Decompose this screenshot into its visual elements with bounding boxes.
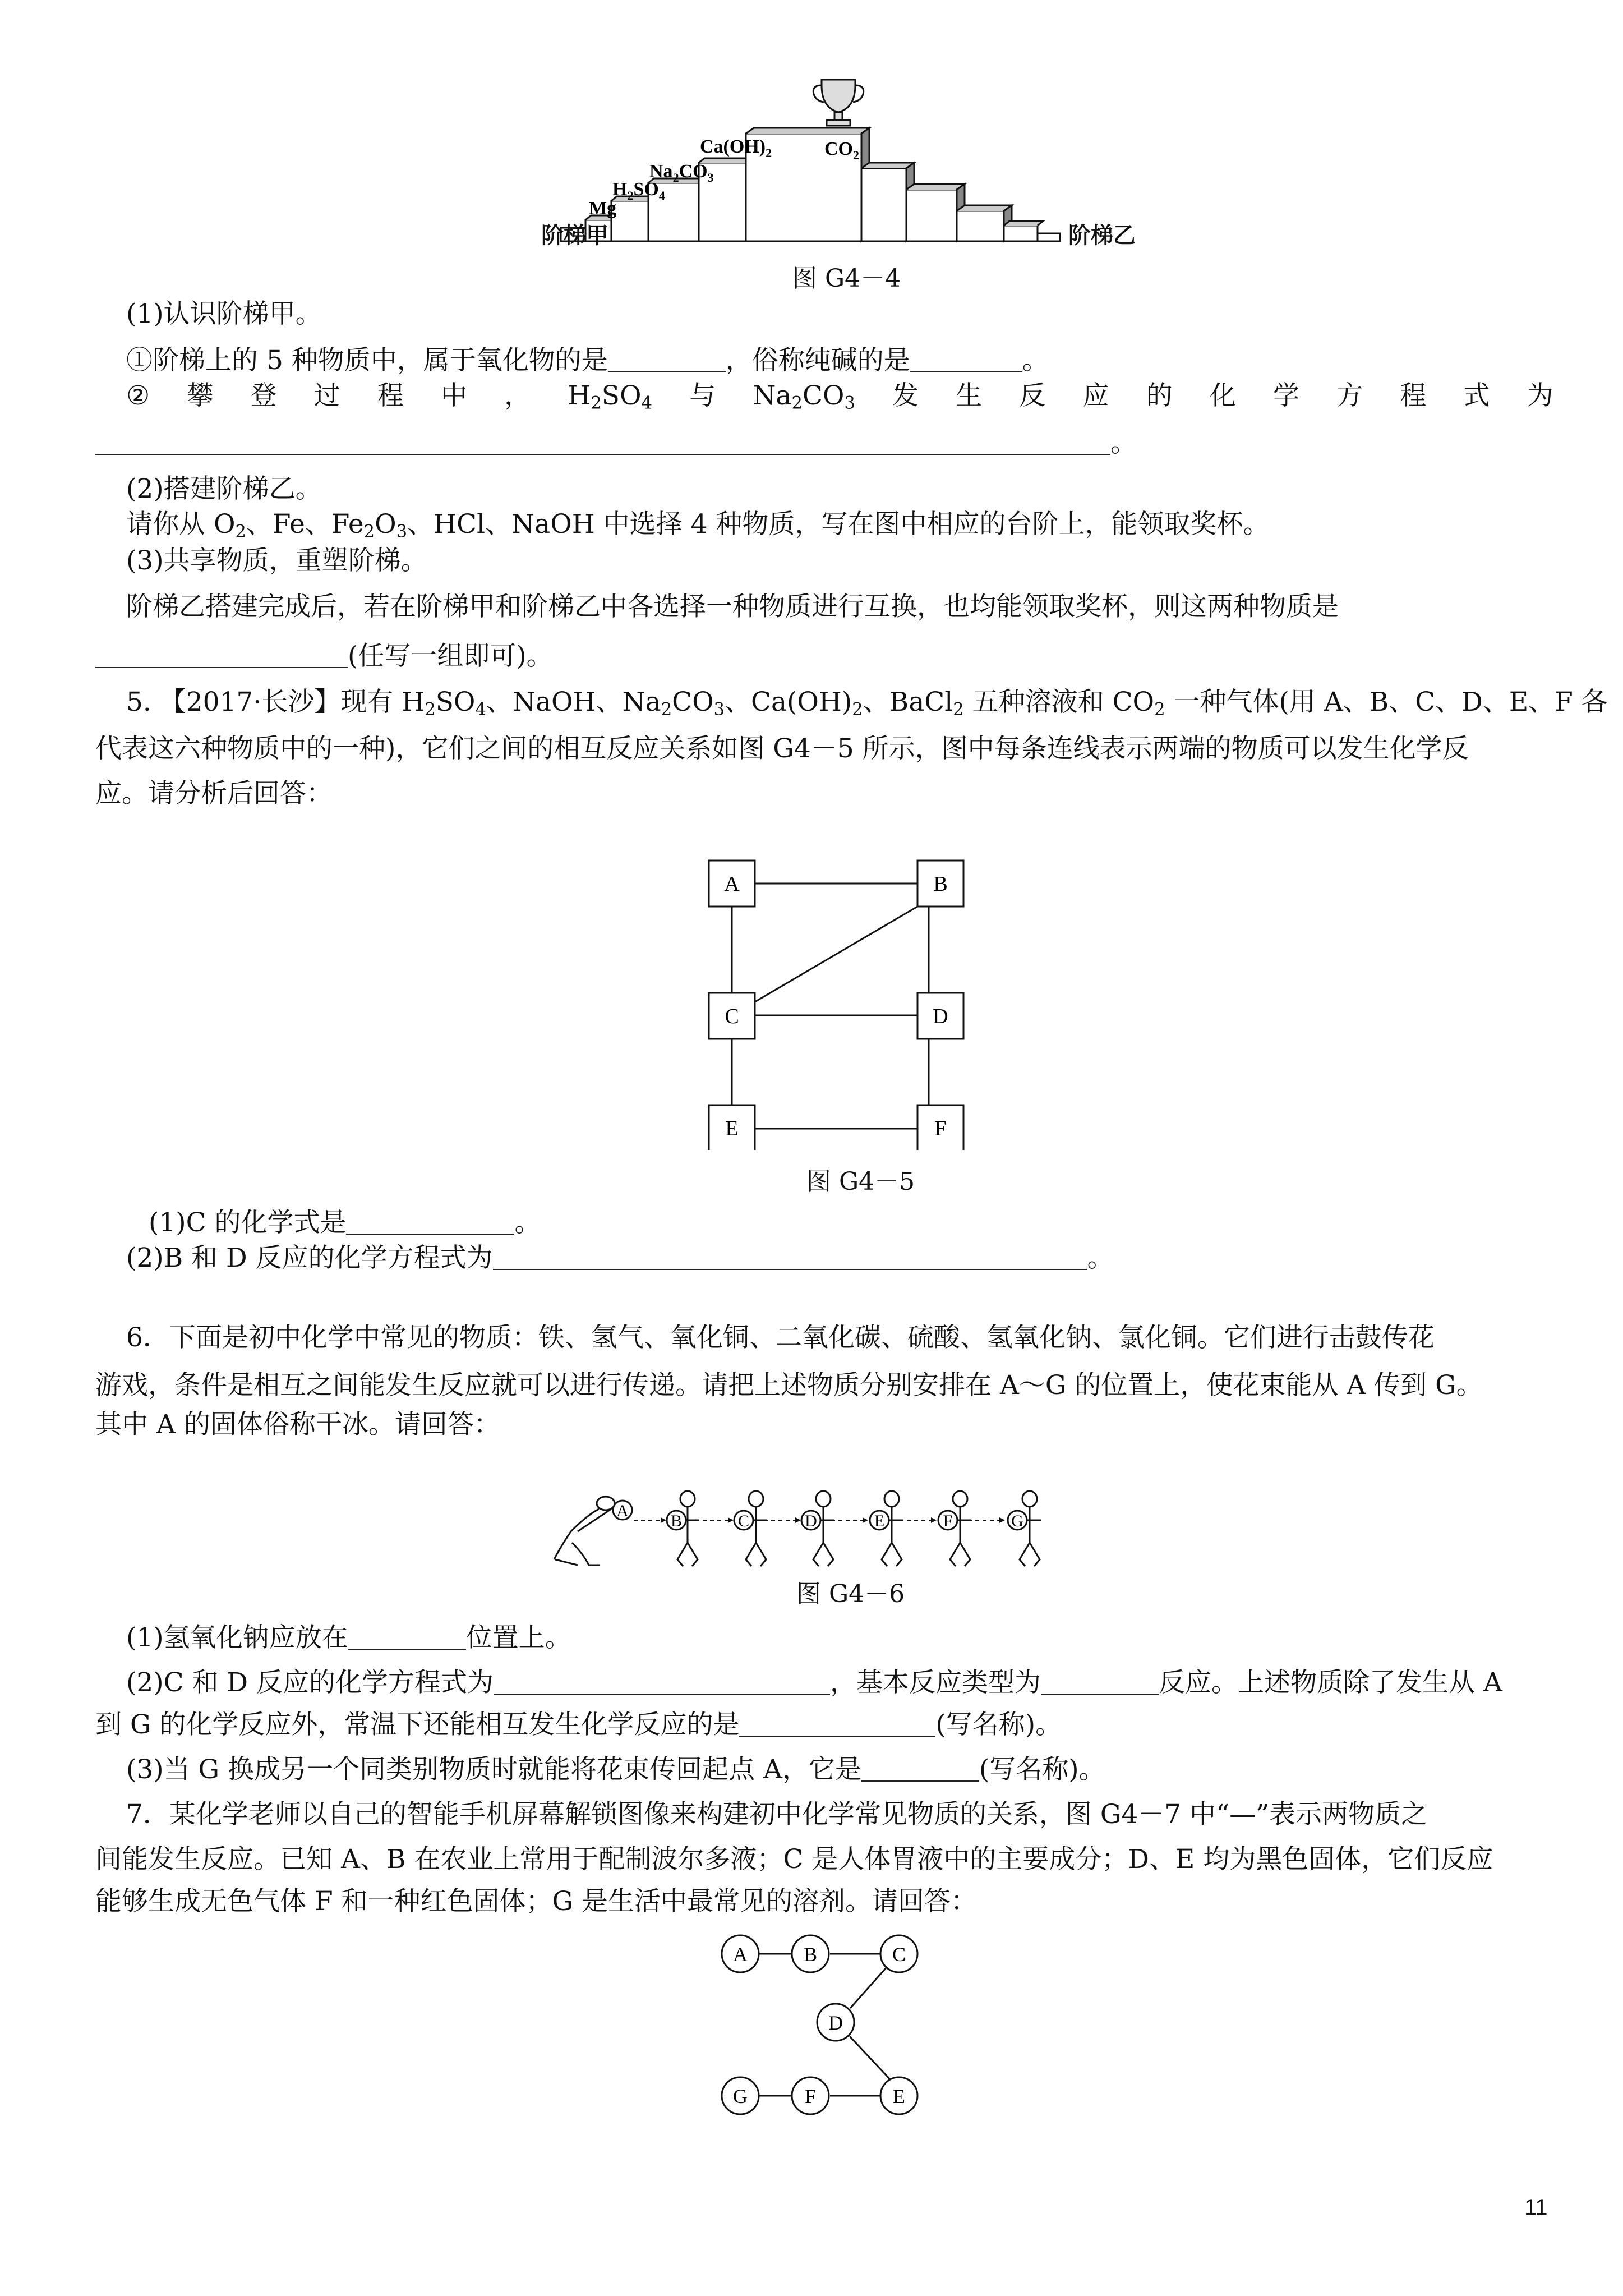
svg-text:B: B xyxy=(933,872,948,896)
pass-node-a xyxy=(613,1501,632,1520)
answer-blank[interactable] xyxy=(95,430,1110,455)
q7-line-2: 间能发生反应。已知 A、B 在农业上常用于配制波尔多液；C 是人体胃液中的主要成分；D、E 均为黑色固体，它们反应 xyxy=(95,1844,1493,1875)
svg-text:C: C xyxy=(725,1005,739,1028)
passing-game-figure xyxy=(544,1487,1161,1576)
svg-text:A: A xyxy=(616,1502,629,1520)
q5-line-1: 5. 【2017·长沙】现有 $H_2SO_4$、NaOH、$Na_2CO_3$、$Ca(OH)_2$、BaCl$_2$ 五种溶液和 $CO_2$ 一种气体(用 A、B、C、D、E、F 各 xyxy=(126,687,1608,720)
svg-text:F: F xyxy=(934,1117,947,1140)
svg-text:F: F xyxy=(943,1512,953,1530)
q4-part2-text: 请你从 $O_2$、Fe、$Fe_2O_3$、HCl、NaOH 中选择 4 种物质，写在图中相应的台阶上，能领取奖杯。 xyxy=(126,509,1270,542)
answer-blank[interactable] xyxy=(348,1625,466,1650)
stair-right-label: 阶梯乙 xyxy=(1068,222,1136,249)
pass-node-d xyxy=(801,1511,820,1530)
q4-part1-title: (1)认识阶梯甲。 xyxy=(126,298,322,329)
answer-blank[interactable] xyxy=(861,1757,979,1782)
q4-part3-text: 阶梯乙搭建完成后，若在阶梯甲和阶梯乙中各选择一种物质进行互换，也均能领取奖杯，则这两种物质是 xyxy=(126,591,1339,622)
svg-text:E: E xyxy=(725,1117,739,1140)
trophy-icon xyxy=(813,80,863,126)
q5-line-3: 应。请分析后回答： xyxy=(95,778,333,809)
page-number: 11 xyxy=(1524,2195,1548,2220)
q6-part1: (1)氢氧化钠应放在 位置上。 xyxy=(126,1622,571,1653)
q6-part2: (2)C 和 D 反应的化学方程式为 ，基本反应类型为 反应。上述物质除了发生从 A xyxy=(126,1667,1502,1698)
q4-part1-line-a: ①阶梯上的 5 种物质中，属于氧化物的是 ，俗称纯碱的是 。 xyxy=(126,345,1049,376)
node-d xyxy=(817,2004,854,2041)
svg-text:F: F xyxy=(804,2085,817,2108)
answer-blank[interactable] xyxy=(1041,1670,1159,1695)
q4-part3-title: (3)共享物质，重塑阶梯。 xyxy=(126,545,427,576)
stair-step-right-2 xyxy=(906,190,957,241)
kneeling-person-icon xyxy=(554,1497,615,1565)
stair-step-right-4 xyxy=(1004,226,1038,241)
svg-text:D: D xyxy=(933,1005,948,1028)
figure-caption-g4-4: 图 G4－4 xyxy=(792,264,901,293)
stair-left-label: 阶梯甲 xyxy=(541,222,608,249)
q6-part3: (3)当 G 换成另一个同类别物质时就能将花束传回起点 A，它是 (写名称)。 xyxy=(126,1754,1105,1785)
node-g xyxy=(722,2077,759,2114)
stair-podium-figure xyxy=(533,73,1150,252)
edge-d-e xyxy=(850,2036,892,2081)
unlock-pattern-graph-g4-7 xyxy=(718,1930,976,2120)
svg-text:E: E xyxy=(893,2085,905,2108)
answer-blank[interactable] xyxy=(95,643,348,668)
q4-part3-answer-line: (任写一组即可)。 xyxy=(95,639,553,673)
edge-b-c xyxy=(755,907,917,1002)
answer-blank[interactable] xyxy=(608,348,726,372)
node-f xyxy=(792,2077,829,2114)
reaction-graph-g4-5 xyxy=(707,858,987,1150)
node-a xyxy=(722,1935,759,1972)
svg-text:B: B xyxy=(803,1943,818,1966)
q6-line-1: 6．下面是初中化学中常见的物质：铁、氢气、氧化铜、二氧化碳、硫酸、氢氧化钠、氯化铜。它们进行击鼓传花 xyxy=(126,1322,1435,1353)
step-label-co2: $CO_2$ xyxy=(824,139,859,162)
svg-text:C: C xyxy=(737,1512,750,1530)
node-d xyxy=(917,993,963,1039)
q4-part1-line-b: ② 攀 登 过 程 中 ， $H_2SO_4$ 与 $Na_2CO_3$ 发 生 反 应 的 化 学 方 程 式 为 xyxy=(126,380,1553,413)
step-label-caoh2: $Ca(OH)_2$ xyxy=(700,136,772,160)
step-label-h2so4: $H_2SO_4$ xyxy=(612,179,665,203)
svg-text:B: B xyxy=(670,1512,683,1530)
edge-c-d xyxy=(850,1968,886,2008)
pass-node-f xyxy=(938,1511,957,1530)
node-a xyxy=(709,861,755,907)
pass-node-e xyxy=(870,1511,889,1530)
svg-text:D: D xyxy=(828,2012,843,2034)
node-b xyxy=(792,1935,829,1972)
node-c xyxy=(709,993,755,1039)
stair-step-h2so4 xyxy=(611,201,648,241)
svg-text:A: A xyxy=(724,872,740,896)
step-label-mg: Mg xyxy=(589,198,617,219)
node-b xyxy=(917,861,963,907)
stair-base-right xyxy=(1038,233,1060,241)
answer-blank[interactable] xyxy=(739,1712,935,1737)
stair-step-right-1 xyxy=(861,168,906,241)
answer-blank[interactable] xyxy=(346,1210,514,1235)
svg-text:G: G xyxy=(1011,1512,1023,1530)
q7-line-1: 7．某化学老师以自己的智能手机屏幕解锁图像来构建初中化学常见物质的关系，图 G4－7 中“—”表示两物质之 xyxy=(126,1799,1428,1830)
pass-node-c xyxy=(734,1511,753,1530)
q5-part1: (1)C 的化学式是 。 xyxy=(149,1207,541,1238)
svg-text:D: D xyxy=(805,1512,817,1530)
q7-line-3: 能够生成无色气体 F 和一种红色固体；G 是生活中最常见的溶剂。请回答： xyxy=(95,1886,977,1917)
q6-line-3: 其中 A 的固体俗称干冰。请回答： xyxy=(95,1409,500,1440)
figure-caption-g4-6: 图 G4－6 xyxy=(796,1580,905,1608)
svg-text:A: A xyxy=(733,1943,748,1966)
q4-part2-title: (2)搭建阶梯乙。 xyxy=(126,473,322,504)
svg-text:C: C xyxy=(892,1943,906,1966)
q5-part2: (2)B 和 D 反应的化学方程式为 。 xyxy=(126,1243,1114,1273)
q6-part2-cont: 到 G 的化学反应外，常温下还能相互发生化学反应的是 (写名称)。 xyxy=(95,1709,1062,1740)
node-e xyxy=(880,2077,917,2114)
q6-line-2: 游戏，条件是相互之间能发生反应就可以进行传递。请把上述物质分别安排在 A～G 的位置上，使花束能从 A 传到 G。 xyxy=(95,1370,1483,1401)
answer-blank[interactable] xyxy=(910,348,1022,372)
pass-node-b xyxy=(667,1511,686,1530)
svg-text:G: G xyxy=(733,2085,748,2108)
step-label-na2co3: $Na_2CO_3$ xyxy=(649,161,714,185)
figure-caption-g4-5: 图 G4－5 xyxy=(806,1167,915,1196)
q5-line-2: 代表这六种物质中的一种)，它们之间的相互反应关系如图 G4－5 所示，图中每条连线表示两端的物质可以发生化学反 xyxy=(95,733,1469,764)
answer-blank[interactable] xyxy=(493,1245,1087,1270)
stair-step-right-3 xyxy=(957,211,1004,241)
node-c xyxy=(880,1935,917,1972)
pass-node-g xyxy=(1008,1511,1027,1530)
node-e xyxy=(709,1105,755,1150)
q4-part1-equation-line: 。 xyxy=(95,426,1137,460)
answer-blank[interactable] xyxy=(494,1670,830,1695)
node-f xyxy=(917,1105,963,1150)
svg-text:E: E xyxy=(874,1512,885,1530)
